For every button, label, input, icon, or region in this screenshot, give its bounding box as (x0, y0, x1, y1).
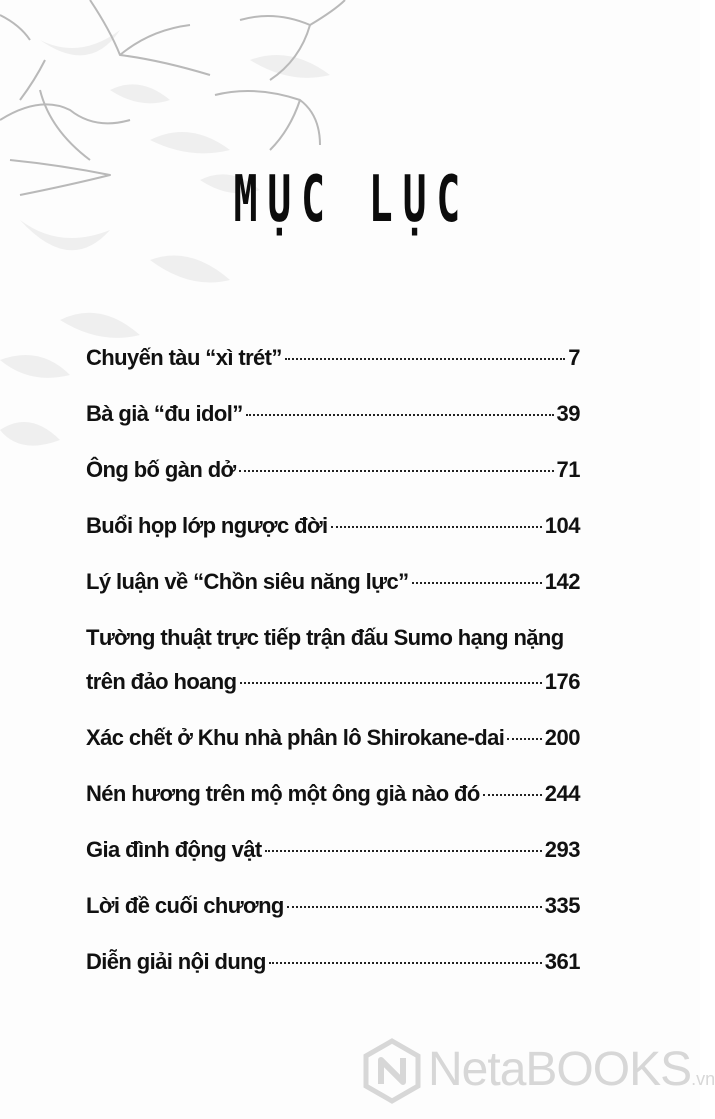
toc-entry[interactable] (86, 336, 580, 392)
toc-entry-title-line-two: trên đảo hoang (86, 669, 237, 694)
toc-entry-title: Ông bố gàn dở (86, 457, 236, 482)
toc-entry-page: 361 (544, 949, 580, 974)
toc-entry-title-line-one: Tường thuật trực tiếp trận đấu Sumo hạng nặng (86, 625, 564, 650)
toc-entry[interactable] (86, 828, 580, 884)
toc-entry[interactable] (86, 940, 580, 996)
toc-entry[interactable] (86, 716, 580, 772)
dot-leader (285, 357, 565, 360)
watermark-suffix: .vn (691, 1069, 715, 1089)
dot-leader (246, 413, 554, 416)
toc-entry-title: Buổi họp lớp ngược đời (86, 513, 328, 538)
toc-entry[interactable] (86, 884, 580, 940)
toc-entry-title: Chuyến tàu “xì trét” (86, 345, 282, 370)
dot-leader (269, 961, 542, 964)
toc-entry[interactable] (86, 504, 580, 560)
dot-leader (507, 737, 542, 740)
toc-entry-page: 7 (568, 345, 580, 370)
toc-entry-title: Gia đình động vật (86, 837, 262, 862)
dot-leader (265, 849, 542, 852)
toc-entry-page: 71 (556, 457, 580, 482)
toc-entry-page: 176 (544, 669, 580, 694)
toc-entry-title: Diễn giải nội dung (86, 949, 266, 974)
dot-leader (331, 525, 542, 528)
watermark-brand-text (428, 1042, 715, 1097)
toc-entry[interactable] (86, 448, 580, 504)
toc-entry-title: Xác chết ở Khu nhà phân lô Shirokane-dai (86, 725, 505, 750)
dot-leader (240, 681, 542, 684)
toc-entry-page: 293 (544, 837, 580, 862)
toc-entry-page: 244 (544, 781, 580, 806)
dot-leader (412, 581, 542, 584)
page-title: MỤC LỤC (233, 163, 471, 237)
toc-entry-title: Bà già “đu idol” (86, 401, 243, 426)
toc-entry-title: Nén hương trên mộ một ông già nào đó (86, 781, 480, 806)
toc-entry-page: 200 (544, 725, 580, 750)
toc-entry-page: 39 (556, 401, 580, 426)
toc-entry[interactable] (86, 392, 580, 448)
table-of-contents (86, 336, 580, 996)
toc-entry-page: 335 (544, 893, 580, 918)
toc-entry-second-line (86, 660, 580, 704)
dot-leader (287, 905, 542, 908)
toc-entry-title: Lời đề cuối chương (86, 893, 284, 918)
toc-entry[interactable] (86, 616, 580, 716)
netabooks-watermark (362, 1038, 715, 1108)
netabooks-logo-icon (362, 1038, 422, 1104)
watermark-brand: NetaBOOKS (428, 1043, 692, 1096)
dot-leader (483, 793, 542, 796)
toc-entry[interactable] (86, 560, 580, 616)
dot-leader (239, 469, 554, 472)
toc-entry-title: Lý luận về “Chồn siêu năng lực” (86, 569, 409, 594)
toc-entry[interactable] (86, 772, 580, 828)
toc-entry-page: 104 (544, 513, 580, 538)
toc-entry-page: 142 (544, 569, 580, 594)
